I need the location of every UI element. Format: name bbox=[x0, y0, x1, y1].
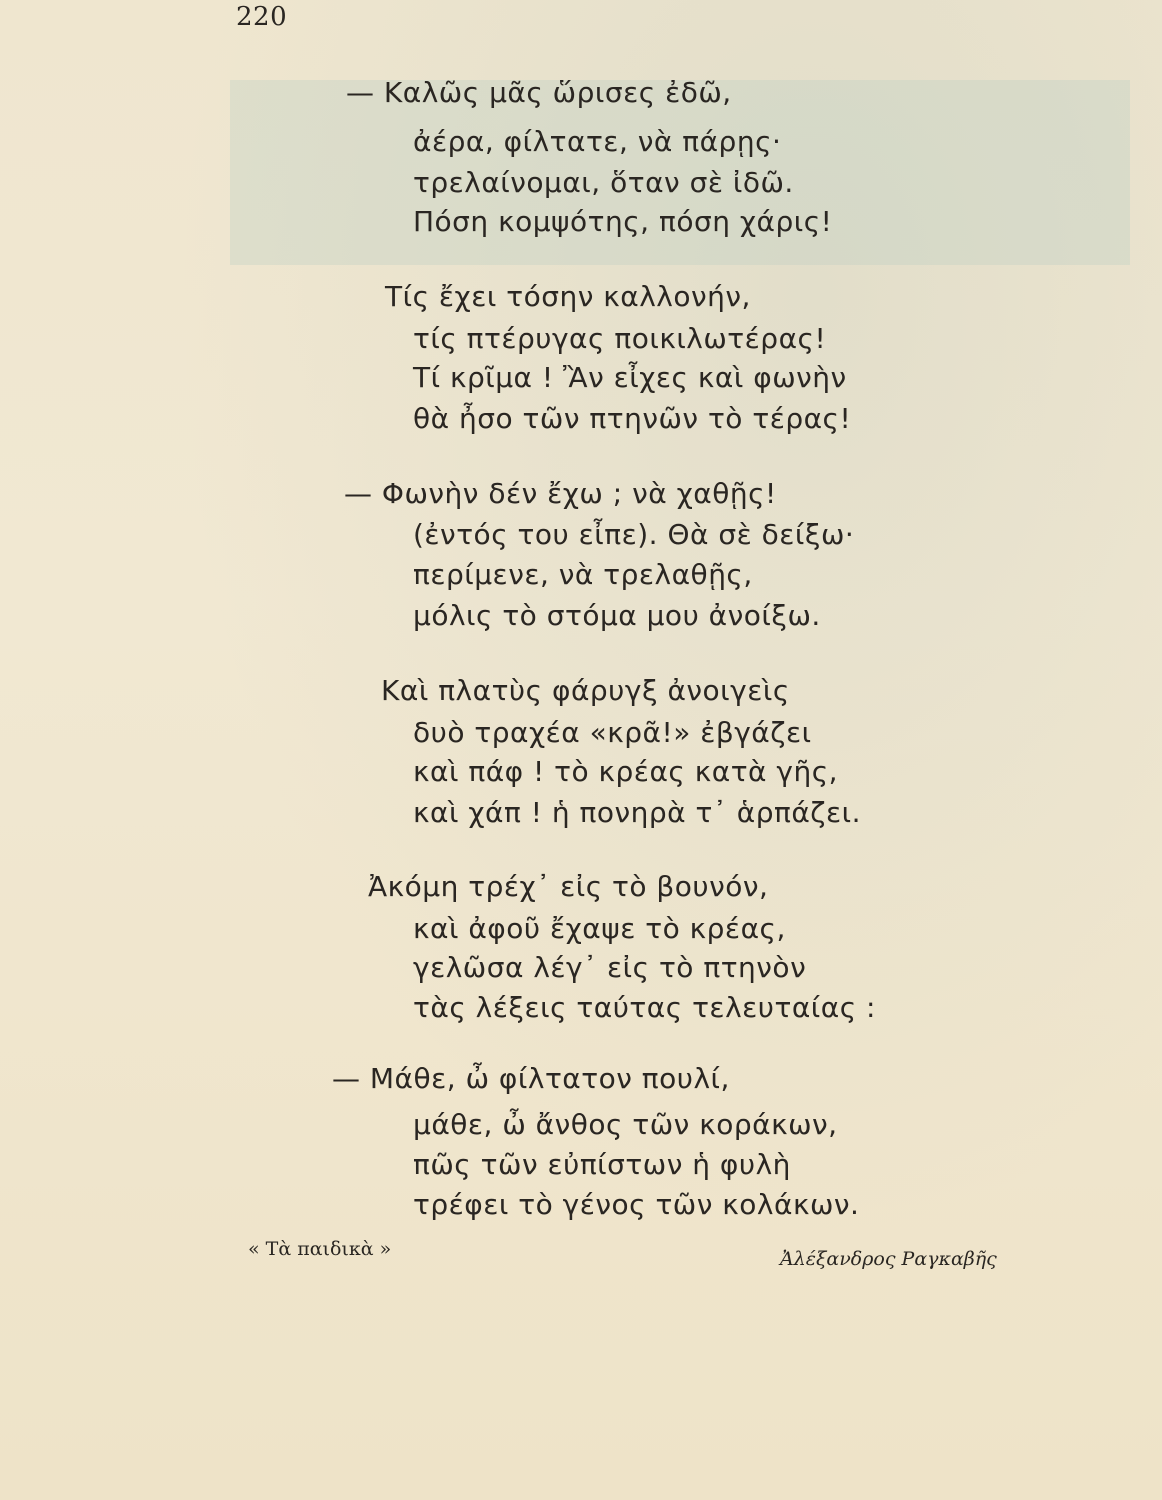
poem-line: μόλις τὸ στόμα μου ἀνοίξω. bbox=[413, 599, 821, 632]
poem-line: — Φωνὴν δέν ἔχω ; νὰ χαθῇς! bbox=[344, 477, 777, 510]
poem-line: (ἐντός του εἶπε). Θὰ σὲ δείξω· bbox=[413, 518, 855, 551]
source-title: « Τὰ παιδικὰ » bbox=[248, 1238, 392, 1260]
poem-line: καὶ ἀφοῦ ἔχαψε τὸ κρέας, bbox=[413, 912, 786, 945]
poem-line: Τίς ἔχει τόσην καλλονήν, bbox=[385, 280, 751, 313]
poem-line: θὰ ἦσο τῶν πτηνῶν τὸ τέρας! bbox=[413, 402, 852, 435]
poem-line: Καὶ πλατὺς φάρυγξ ἀνοιγεὶς bbox=[381, 674, 790, 707]
poem-line: καὶ χάπ ! ἡ πονηρὰ τ᾽ ἁρπάζει. bbox=[413, 796, 862, 829]
poem-line: — Μάθε, ὦ φίλτατον πουλί, bbox=[332, 1062, 730, 1095]
poem-line: πῶς τῶν εὐπίστων ἡ φυλὴ bbox=[413, 1148, 791, 1181]
poem-line: τὰς λέξεις ταύτας τελευταίας : bbox=[413, 991, 876, 1024]
poem-line: Ἀκόμη τρέχ᾽ εἰς τὸ βουνόν, bbox=[368, 870, 769, 903]
poem-line: ἀέρα, φίλτατε, νὰ πάρῃς· bbox=[413, 125, 782, 158]
poem-line: Τί κρῖμα ! Ἂν εἶχες καὶ φωνὴν bbox=[413, 361, 847, 394]
poem-line: τίς πτέρυγας ποικιλωτέρας! bbox=[413, 322, 827, 355]
author-name: Ἀλέξανδρος Ραγκαβῆς bbox=[780, 1248, 997, 1270]
poem-line: γελῶσα λέγ᾽ εἰς τὸ πτηνὸν bbox=[413, 951, 807, 984]
poem-line: τρέφει τὸ γένος τῶν κολάκων. bbox=[413, 1188, 860, 1221]
page-number: 220 bbox=[236, 2, 288, 32]
poem-line: Πόση κομψότης, πόση χάρις! bbox=[413, 205, 833, 238]
poem-line: καὶ πάφ ! τὸ κρέας κατὰ γῆς, bbox=[413, 755, 839, 788]
poem-line: περίμενε, νὰ τρελαθῇς, bbox=[413, 558, 753, 591]
poem-line: μάθε, ὦ ἄνθος τῶν κοράκων, bbox=[413, 1108, 838, 1141]
poem-line: τρελαίνομαι, ὅταν σὲ ἰδῶ. bbox=[413, 166, 794, 199]
poem-line: δυὸ τραχέα «κρᾶ!» ἐβγάζει bbox=[413, 716, 812, 749]
poem-line: — Καλῶς μᾶς ὥρισες ἐδῶ, bbox=[346, 76, 732, 109]
